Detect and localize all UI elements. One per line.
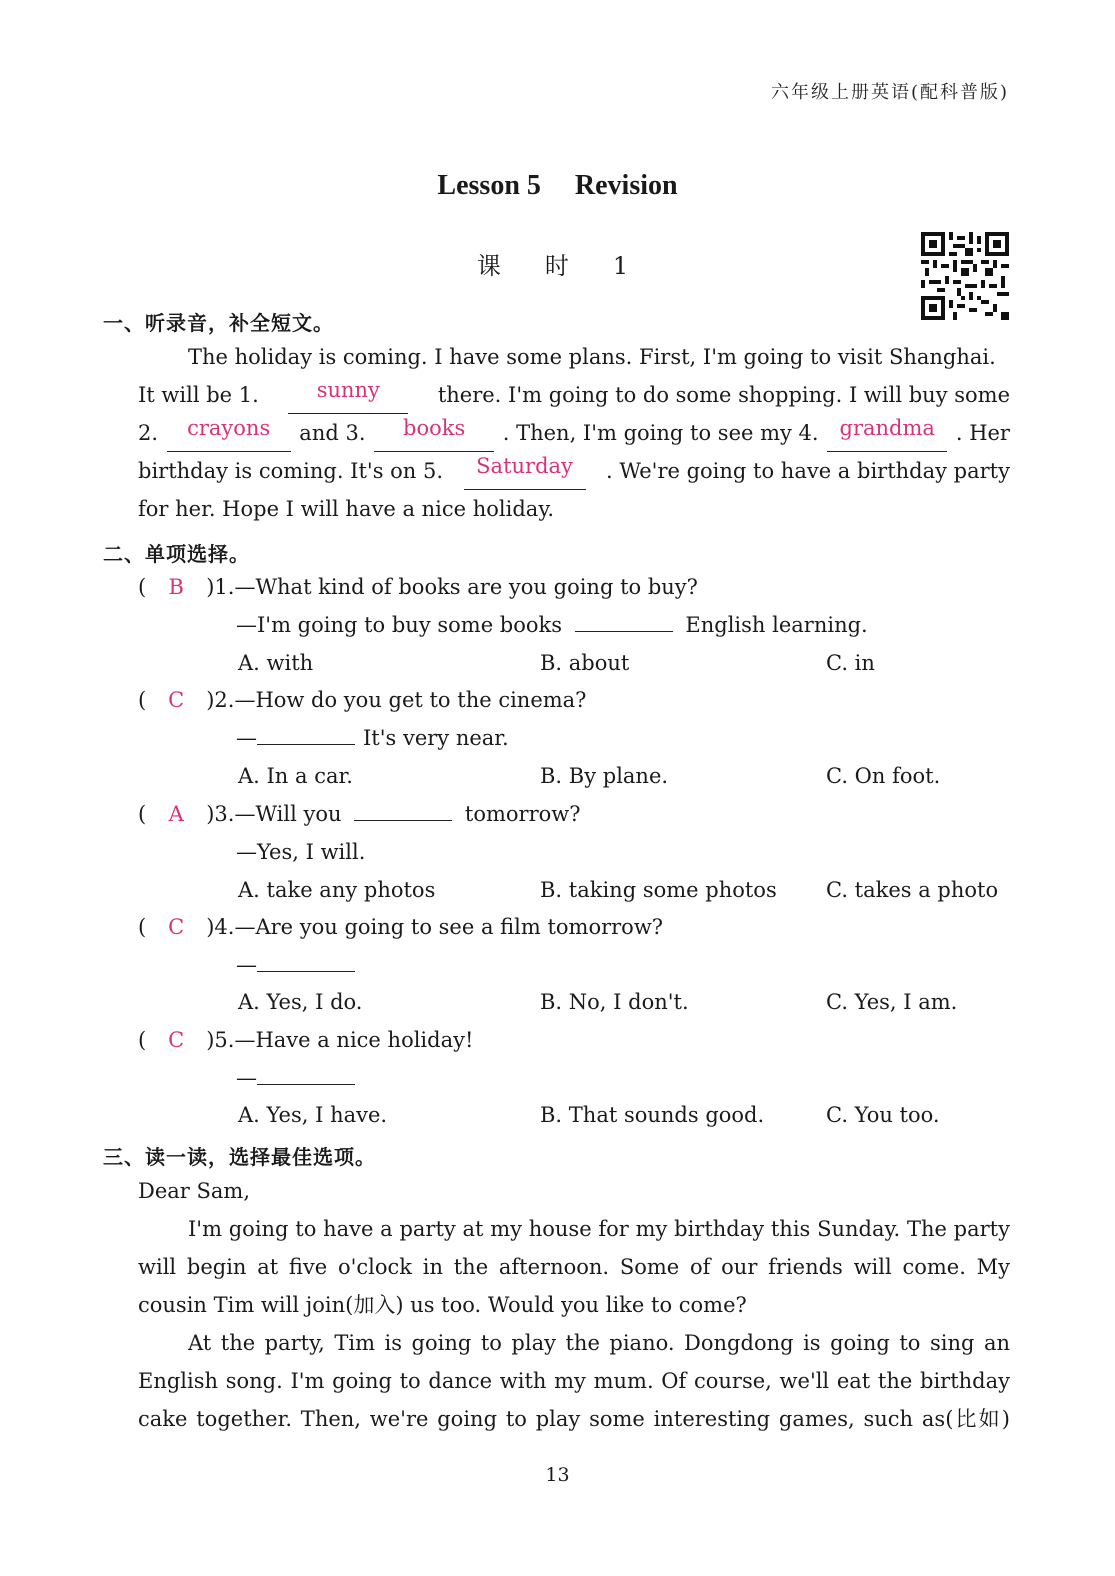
question-4-reply xyxy=(236,946,355,984)
option-c[interactable]: C. takes a photo xyxy=(826,878,999,902)
option-b[interactable]: B. about xyxy=(540,651,630,675)
answer-3: books xyxy=(374,414,494,452)
blank xyxy=(257,744,355,745)
question-number: )2. xyxy=(206,688,235,712)
section-1-heading: 一、听录音，补全短文。 xyxy=(103,311,334,335)
letter-passage xyxy=(138,1172,1010,1438)
text: It will be 1. xyxy=(138,383,259,407)
passage-line-2 xyxy=(138,376,1010,414)
answer-2: crayons xyxy=(167,414,291,452)
question-2-reply xyxy=(236,719,509,757)
letter-line-1: I'm going to have a party at my house for my birthday this Sunday. The party xyxy=(188,1217,1010,1241)
option-a[interactable]: A. Yes, I do. xyxy=(238,990,363,1014)
letter-line-6: cake together. Then, we're going to play some interesting games, such as(比如) xyxy=(138,1407,1010,1431)
option-c[interactable]: C. You too. xyxy=(826,1103,940,1127)
open-paren: ( xyxy=(138,915,147,939)
section-3-heading: 三、读一读，选择最佳选项。 xyxy=(103,1145,376,1169)
letter-line-3: cousin Tim will join(加入) us too. Would you like to come? xyxy=(138,1293,747,1317)
question-2 xyxy=(138,681,586,719)
blank xyxy=(257,971,355,972)
period-label: 课 时 1 xyxy=(476,252,639,280)
question-number: )5. xyxy=(206,1028,235,1052)
question-3 xyxy=(138,795,580,833)
answer-choice-3: A xyxy=(168,802,184,826)
question-text: —Have a nice holiday! xyxy=(234,1028,474,1052)
section-1-passage xyxy=(138,338,1010,528)
answer-choice-5: C xyxy=(168,1028,185,1052)
passage-line-5: for her. Hope I will have a nice holiday. xyxy=(138,497,555,521)
question-5 xyxy=(138,1021,473,1059)
page-number: 13 xyxy=(545,1464,570,1486)
lesson-number: Lesson 5 xyxy=(437,170,541,201)
answer-1: sunny xyxy=(288,376,408,414)
question-text: tomorrow? xyxy=(464,802,581,826)
text: birthday is coming. It's on 5. xyxy=(138,459,444,483)
question-4 xyxy=(138,908,663,946)
text: . Her xyxy=(955,421,1010,445)
option-a[interactable]: A. In a car. xyxy=(238,764,353,788)
text: and 3. xyxy=(299,421,366,445)
answer-choice-4: C xyxy=(168,915,185,939)
open-paren: ( xyxy=(138,1028,147,1052)
reply-text: — xyxy=(236,1066,257,1090)
question-number: )3. xyxy=(206,802,235,826)
passage-line-3 xyxy=(138,414,1010,452)
letter-greeting: Dear Sam, xyxy=(138,1179,250,1203)
question-3-reply: —Yes, I will. xyxy=(236,840,366,864)
blank xyxy=(257,1084,355,1085)
letter-line-2: will begin at five o'clock in the afternoon. Some of our friends will come. My xyxy=(138,1255,1010,1279)
answer-choice-1: B xyxy=(168,575,184,599)
option-c[interactable]: C. On foot. xyxy=(826,764,941,788)
reply-text: — xyxy=(236,953,257,977)
passage-line-4 xyxy=(138,452,1010,490)
option-b[interactable]: B. taking some photos xyxy=(540,878,777,902)
passage-line-1: The holiday is coming. I have some plans. First, I'm going to visit Shanghai. xyxy=(188,345,996,369)
question-1 xyxy=(138,568,698,606)
lesson-title xyxy=(0,170,1115,202)
reply-text: It's very near. xyxy=(363,726,509,750)
option-c[interactable]: C. Yes, I am. xyxy=(826,990,958,1014)
question-text: —Are you going to see a film tomorrow? xyxy=(234,915,664,939)
text: 2. xyxy=(138,421,159,445)
reply-text: — xyxy=(236,726,257,750)
question-1-reply xyxy=(236,606,868,644)
blank xyxy=(354,820,452,821)
option-a[interactable]: A. Yes, I have. xyxy=(238,1103,388,1127)
section-2-heading: 二、单项选择。 xyxy=(103,542,250,566)
reply-text: —I'm going to buy some books xyxy=(236,613,563,637)
option-b[interactable]: B. That sounds good. xyxy=(540,1103,765,1127)
question-text: —Will you xyxy=(234,802,342,826)
option-a[interactable]: A. take any photos xyxy=(238,878,436,902)
lesson-name: Revision xyxy=(574,170,678,201)
book-header: 六年级上册英语(配科普版) xyxy=(770,82,1009,103)
answer-5: Saturday xyxy=(464,452,586,490)
option-b[interactable]: B. By plane. xyxy=(540,764,669,788)
text: . We're going to have a birthday party xyxy=(606,459,1010,483)
answer-choice-2: C xyxy=(168,688,185,712)
question-5-reply xyxy=(236,1059,355,1097)
open-paren: ( xyxy=(138,575,147,599)
reply-text: English learning. xyxy=(685,613,868,637)
blank xyxy=(575,631,673,632)
option-a[interactable]: A. with xyxy=(238,651,314,675)
question-number: )4. xyxy=(206,915,235,939)
open-paren: ( xyxy=(138,688,147,712)
question-text: —How do you get to the cinema? xyxy=(234,688,587,712)
open-paren: ( xyxy=(138,802,147,826)
letter-line-4: At the party, Tim is going to play the piano. Dongdong is going to sing an xyxy=(188,1331,1010,1355)
question-text: —What kind of books are you going to buy? xyxy=(234,575,698,599)
letter-line-5: English song. I'm going to dance with my mum. Of course, we'll eat the birthday xyxy=(138,1369,1010,1393)
question-number: )1. xyxy=(206,575,235,599)
option-c[interactable]: C. in xyxy=(826,651,875,675)
qr-code-icon[interactable] xyxy=(921,232,1009,320)
option-b[interactable]: B. No, I don't. xyxy=(540,990,689,1014)
text: . Then, I'm going to see my 4. xyxy=(502,421,819,445)
answer-4: grandma xyxy=(827,414,947,452)
text: there. I'm going to do some shopping. I will buy some xyxy=(437,383,1010,407)
